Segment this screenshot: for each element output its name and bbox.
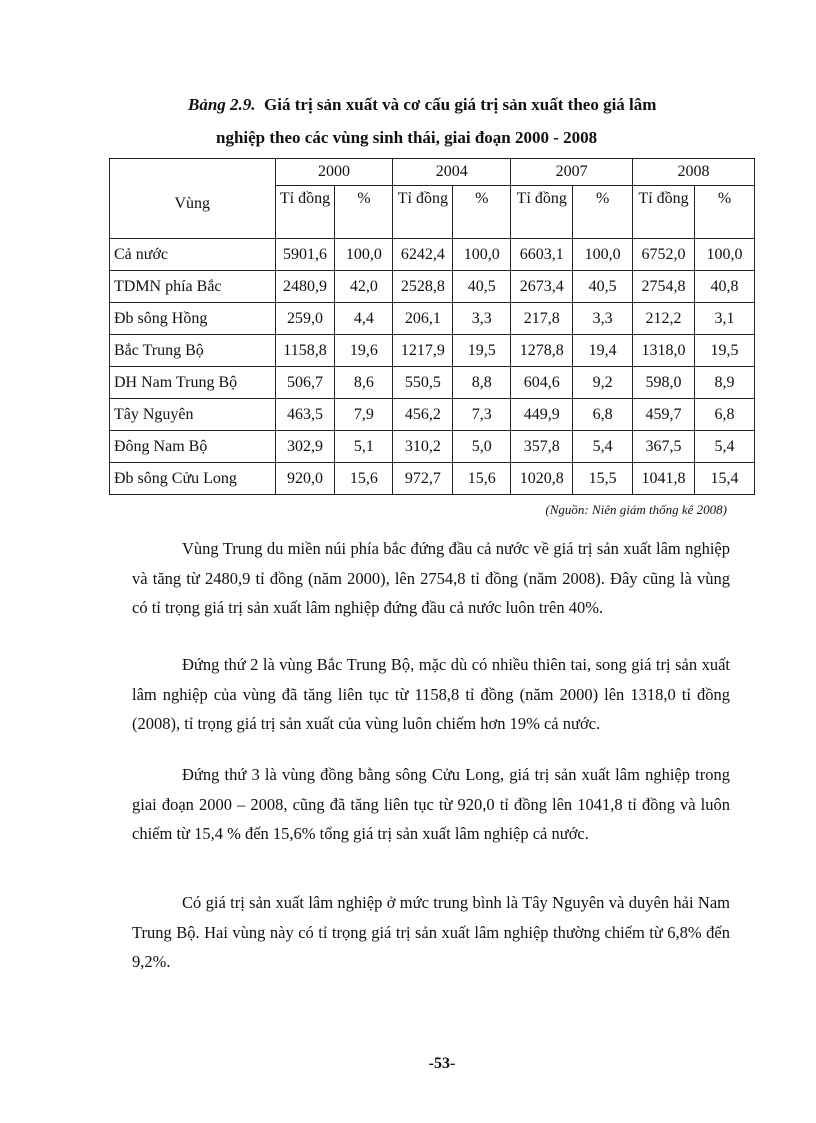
value-cell: 206,1: [393, 303, 453, 335]
paragraph: [132, 534, 730, 623]
value-cell: 1318,0: [633, 335, 695, 367]
percent-cell: 100,0: [573, 239, 633, 271]
value-cell: 598,0: [633, 367, 695, 399]
value-cell: 357,8: [511, 431, 573, 463]
source-note: (Nguồn: Niên giám thống kê 2008): [545, 502, 727, 517]
percent-cell: 100,0: [695, 239, 755, 271]
paragraph-text: Vùng Trung du miền núi phía bắc đứng đầu cả nước về giá trị sản xuất lâm nghiệp và tăng từ 2480,9 tỉ đồng (năm 2000), lên 2754,8 tỉ đồng (năm 2008). Đây cũng là vùng có tỉ trọng giá trị sản xuất lâm nghiệp đứng đầu cả nước luôn trên 40%.: [132, 539, 730, 617]
header-unit-pct: %: [695, 186, 755, 239]
header-row-years: [110, 159, 755, 186]
paragraph: [132, 888, 730, 977]
percent-cell: 40,8: [695, 271, 755, 303]
header-unit-value: Tỉ đồng: [393, 186, 453, 239]
data-table: [109, 158, 755, 495]
percent-cell: 19,4: [573, 335, 633, 367]
percent-cell: 7,9: [335, 399, 393, 431]
percent-cell: 42,0: [335, 271, 393, 303]
value-cell: 6752,0: [633, 239, 695, 271]
percent-cell: 8,6: [335, 367, 393, 399]
percent-cell: 15,4: [695, 463, 755, 495]
percent-cell: 5,0: [453, 431, 511, 463]
value-cell: 6603,1: [511, 239, 573, 271]
region-cell: Bắc Trung Bộ: [110, 335, 276, 367]
table-row: [110, 239, 755, 271]
value-cell: 920,0: [275, 463, 335, 495]
table-row: [110, 399, 755, 431]
table-row: [110, 431, 755, 463]
percent-cell: 3,3: [573, 303, 633, 335]
value-cell: 463,5: [275, 399, 335, 431]
table-caption-line1: [188, 95, 816, 115]
region-cell: Đb sông Cửu Long: [110, 463, 276, 495]
table-body: [110, 239, 755, 495]
value-cell: 259,0: [275, 303, 335, 335]
value-cell: 604,6: [511, 367, 573, 399]
percent-cell: 19,6: [335, 335, 393, 367]
percent-cell: 9,2: [573, 367, 633, 399]
region-cell: TDMN phía Bắc: [110, 271, 276, 303]
header-unit-value: Tỉ đồng: [633, 186, 695, 239]
paragraph: [132, 760, 730, 849]
percent-cell: 8,8: [453, 367, 511, 399]
table-row: [110, 367, 755, 399]
region-cell: Cả nước: [110, 239, 276, 271]
value-cell: 1278,8: [511, 335, 573, 367]
value-cell: 2528,8: [393, 271, 453, 303]
percent-cell: 6,8: [573, 399, 633, 431]
table-row: [110, 271, 755, 303]
paragraph-text: Có giá trị sản xuất lâm nghiệp ở mức trung bình là Tây Nguyên và duyên hải Nam Trung Bộ. Hai vùng này có tỉ trọng giá trị sản xuất lâm nghiệp thường chiếm từ 6,8% đến 9,2%.: [132, 893, 730, 971]
percent-cell: 3,3: [453, 303, 511, 335]
percent-cell: 19,5: [695, 335, 755, 367]
page-number-wrap: [0, 1055, 816, 1073]
value-cell: 310,2: [393, 431, 453, 463]
paragraph: [132, 650, 730, 739]
percent-cell: 3,1: [695, 303, 755, 335]
paragraph-text: Đứng thứ 2 là vùng Bắc Trung Bộ, mặc dù có nhiều thiên tai, song giá trị sản xuất lâm nghiệp của vùng đã tăng liên tục từ 1158,8 tỉ đồng (năm 2000) lên 1318,0 tỉ đồng (2008), tỉ trọng giá trị sản xuất của vùng luôn chiếm hơn 19% cả nước.: [132, 655, 730, 733]
value-cell: 456,2: [393, 399, 453, 431]
table-row: [110, 335, 755, 367]
percent-cell: 100,0: [453, 239, 511, 271]
value-cell: 2673,4: [511, 271, 573, 303]
value-cell: 1041,8: [633, 463, 695, 495]
percent-cell: 15,6: [335, 463, 393, 495]
value-cell: 6242,4: [393, 239, 453, 271]
header-unit-pct: %: [573, 186, 633, 239]
value-cell: 550,5: [393, 367, 453, 399]
percent-cell: 40,5: [573, 271, 633, 303]
percent-cell: 6,8: [695, 399, 755, 431]
percent-cell: 8,9: [695, 367, 755, 399]
value-cell: 367,5: [633, 431, 695, 463]
paragraph-text: Đứng thứ 3 là vùng đồng bằng sông Cửu Long, giá trị sản xuất lâm nghiệp trong giai đoạn 2000 – 2008, cũng đã tăng liên tục từ 920,0 tỉ đồng lên 1041,8 tỉ đồng và luôn chiếm từ 15,4 % đến 15,6% tổng giá trị sản xuất lâm nghiệp cả nước.: [132, 765, 730, 843]
header-year: 2004: [393, 159, 511, 186]
region-cell: Đb sông Hồng: [110, 303, 276, 335]
value-cell: 217,8: [511, 303, 573, 335]
header-year: 2000: [275, 159, 393, 186]
value-cell: 459,7: [633, 399, 695, 431]
percent-cell: 7,3: [453, 399, 511, 431]
percent-cell: 5,4: [695, 431, 755, 463]
value-cell: 1020,8: [511, 463, 573, 495]
header-unit-pct: %: [453, 186, 511, 239]
value-cell: 2480,9: [275, 271, 335, 303]
table-row: [110, 463, 755, 495]
page-number: -53-: [428, 1055, 456, 1072]
header-region: Vùng: [110, 159, 276, 239]
percent-cell: 4,4: [335, 303, 393, 335]
table-caption-title: Giá trị sản xuất và cơ cấu giá trị sản xuất theo giá lâm: [264, 95, 657, 114]
percent-cell: 5,1: [335, 431, 393, 463]
region-cell: Đông Nam Bộ: [110, 431, 276, 463]
value-cell: 212,2: [633, 303, 695, 335]
header-unit-value: Tỉ đồng: [511, 186, 573, 239]
percent-cell: 19,5: [453, 335, 511, 367]
percent-cell: 15,5: [573, 463, 633, 495]
value-cell: 2754,8: [633, 271, 695, 303]
value-cell: 1158,8: [275, 335, 335, 367]
table-row: [110, 303, 755, 335]
value-cell: 506,7: [275, 367, 335, 399]
value-cell: 1217,9: [393, 335, 453, 367]
header-unit-value: Tỉ đồng: [275, 186, 335, 239]
table-caption-line2: nghiệp theo các vùng sinh thái, giai đoạn 2000 - 2008: [216, 128, 598, 147]
table-caption-label: Bảng 2.9.: [188, 95, 256, 114]
region-cell: Tây Nguyên: [110, 399, 276, 431]
percent-cell: 100,0: [335, 239, 393, 271]
percent-cell: 40,5: [453, 271, 511, 303]
header-year: 2008: [633, 159, 755, 186]
percent-cell: 15,6: [453, 463, 511, 495]
value-cell: 972,7: [393, 463, 453, 495]
value-cell: 5901,6: [275, 239, 335, 271]
percent-cell: 5,4: [573, 431, 633, 463]
region-cell: DH Nam Trung Bộ: [110, 367, 276, 399]
header-unit-pct: %: [335, 186, 393, 239]
value-cell: 449,9: [511, 399, 573, 431]
value-cell: 302,9: [275, 431, 335, 463]
header-year: 2007: [511, 159, 633, 186]
